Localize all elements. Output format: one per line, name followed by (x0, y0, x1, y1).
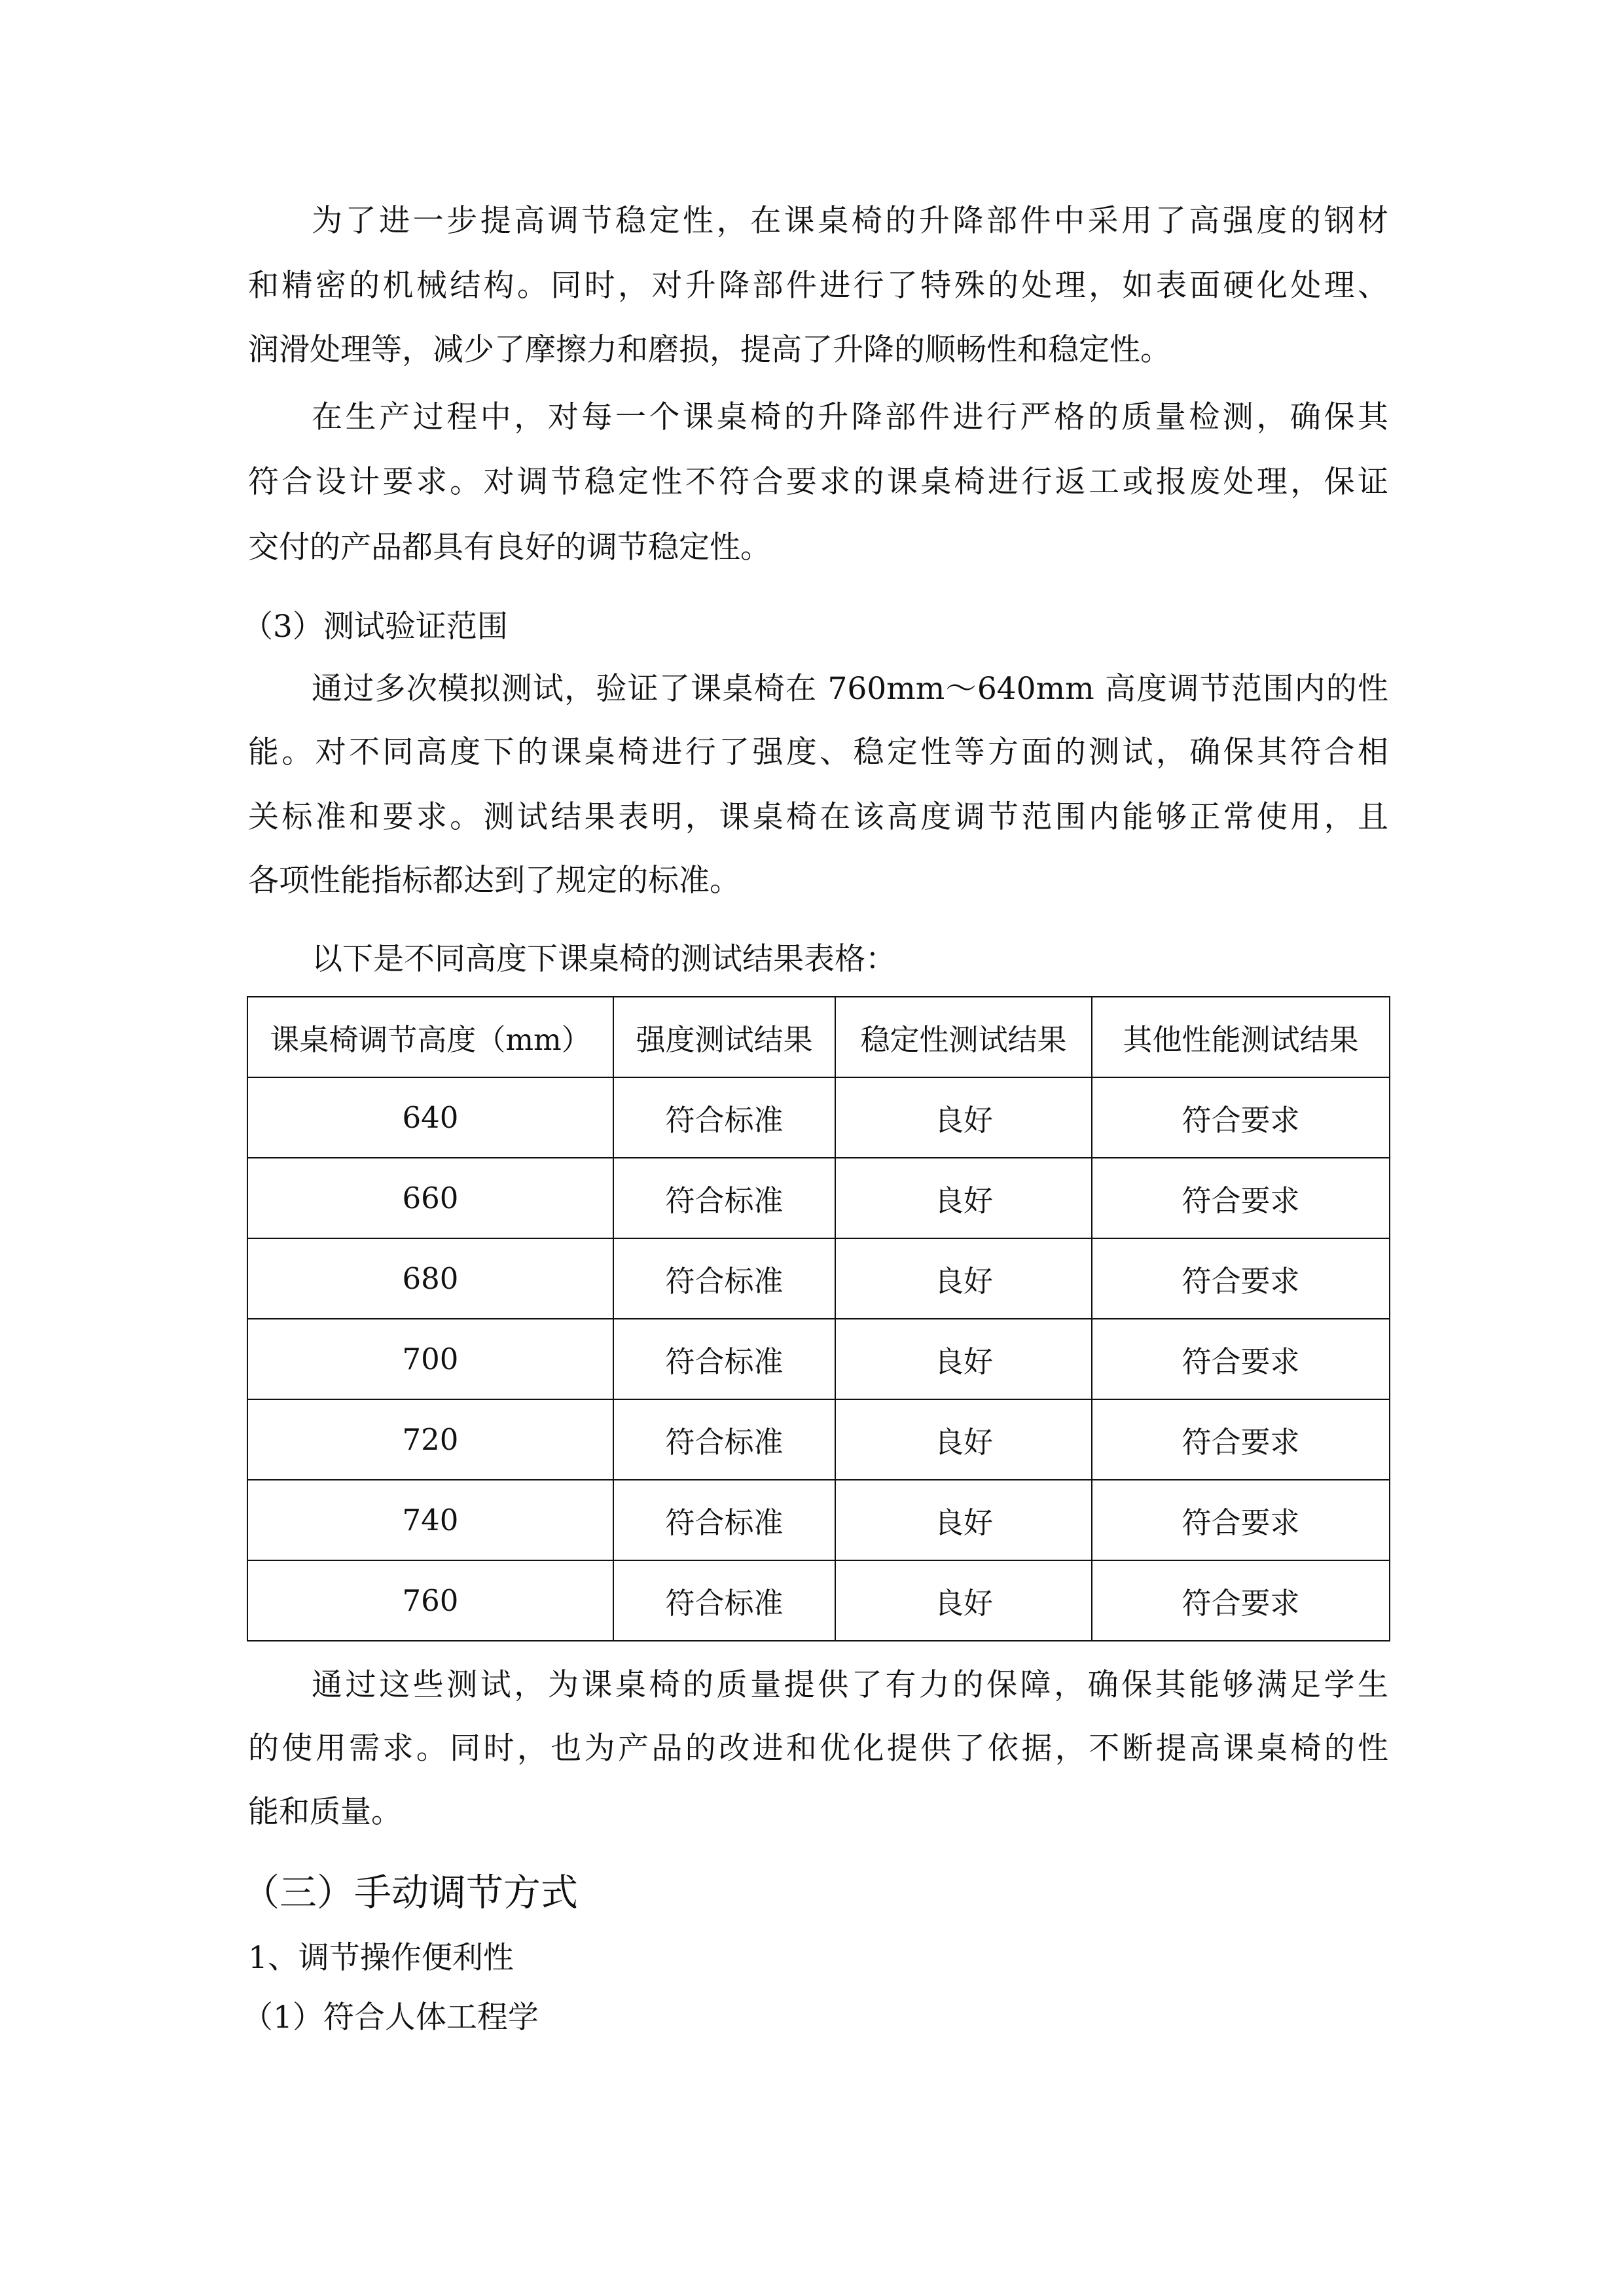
table-row (247, 1399, 1390, 1480)
text-line: 通过多次模拟测试，验证了课桌椅在 760mm～640mm 高度调节范围内的性 (312, 671, 1388, 707)
text-line: 能。对不同高度下的课桌椅进行了强度、稳定性等方面的测试，确保其符合相 (248, 734, 1388, 770)
header-cell: 其他性能测试结果 (1092, 997, 1390, 1077)
text-line: 为了进一步提高调节稳定性，在课桌椅的升降部件中采用了高强度的钢材 (312, 203, 1388, 239)
text-line: 在生产过程中，对每一个课桌椅的升降部件进行严格的质量检测，确保其 (312, 399, 1388, 435)
table-row (247, 1158, 1390, 1238)
table-cell: 符合要求 (1092, 1158, 1390, 1238)
text-line: 各项性能指标都达到了规定的标准。 (248, 863, 740, 899)
table-cell: 符合要求 (1092, 1399, 1390, 1480)
table-cell: 良好 (835, 1319, 1092, 1399)
table-cell: 符合要求 (1092, 1560, 1390, 1641)
text-line: 交付的产品都具有良好的调节稳定性。 (248, 529, 771, 565)
heading-test-range: （3）测试验证范围 (242, 609, 508, 645)
table-intro: 以下是不同高度下课桌椅的测试结果表格： (312, 941, 896, 977)
table-cell: 良好 (835, 1480, 1092, 1560)
table-cell: 符合要求 (1092, 1319, 1390, 1399)
table-row (247, 1319, 1390, 1399)
table-cell: 符合标准 (613, 1560, 835, 1641)
text-line: 通过这些测试，为课桌椅的质量提供了有力的保障，确保其能够满足学生 (312, 1667, 1388, 1703)
table-cell: 符合要求 (1092, 1077, 1390, 1158)
test-results-table (247, 996, 1390, 1641)
table-cell: 符合标准 (613, 1319, 835, 1399)
table-cell: 符合要求 (1092, 1480, 1390, 1560)
table-cell: 符合标准 (613, 1238, 835, 1319)
table-cell: 良好 (835, 1158, 1092, 1238)
table-header-row (247, 997, 1390, 1077)
text-line: 和精密的机械结构。同时，对升降部件进行了特殊的处理，如表面硬化处理、 (248, 268, 1388, 304)
table-cell: 760 (247, 1560, 613, 1641)
table-row (247, 1560, 1390, 1641)
table-cell: 良好 (835, 1399, 1092, 1480)
table-row (247, 1480, 1390, 1560)
table-cell: 符合标准 (613, 1399, 835, 1480)
text-line: 符合设计要求。对调节稳定性不符合要求的课桌椅进行返工或报废处理，保证 (248, 464, 1388, 500)
header-cell: 强度测试结果 (613, 997, 835, 1077)
table-row (247, 1077, 1390, 1158)
text-line: 能和质量。 (248, 1794, 402, 1830)
table-cell: 660 (247, 1158, 613, 1238)
table-cell: 640 (247, 1077, 613, 1158)
table-cell: 680 (247, 1238, 613, 1319)
header-cell: 稳定性测试结果 (835, 997, 1092, 1077)
header-cell: 课桌椅调节高度（mm） (247, 997, 613, 1077)
table-cell: 良好 (835, 1238, 1092, 1319)
text-line: 润滑处理等，减少了摩擦力和磨损，提高了升降的顺畅性和稳定性。 (248, 332, 1171, 368)
table-cell: 符合标准 (613, 1158, 835, 1238)
table-cell: 符合标准 (613, 1077, 835, 1158)
table-cell: 良好 (835, 1560, 1092, 1641)
table-cell: 700 (247, 1319, 613, 1399)
text-line: 关标准和要求。测试结果表明，课桌椅在该高度调节范围内能够正常使用，且 (248, 799, 1388, 835)
section-heading: （三）手动调节方式 (242, 1871, 578, 1914)
table-cell: 符合标准 (613, 1480, 835, 1560)
text-line: 的使用需求。同时，也为产品的改进和优化提供了依据，不断提高课桌椅的性 (248, 1731, 1388, 1767)
table-cell: 740 (247, 1480, 613, 1560)
table-cell: 720 (247, 1399, 613, 1480)
sub-heading: 1、调节操作便利性 (248, 1940, 514, 1976)
table-cell: 符合要求 (1092, 1238, 1390, 1319)
table-row (247, 1238, 1390, 1319)
sub-sub-heading: （1）符合人体工程学 (242, 2000, 539, 2036)
table-cell: 良好 (835, 1077, 1092, 1158)
